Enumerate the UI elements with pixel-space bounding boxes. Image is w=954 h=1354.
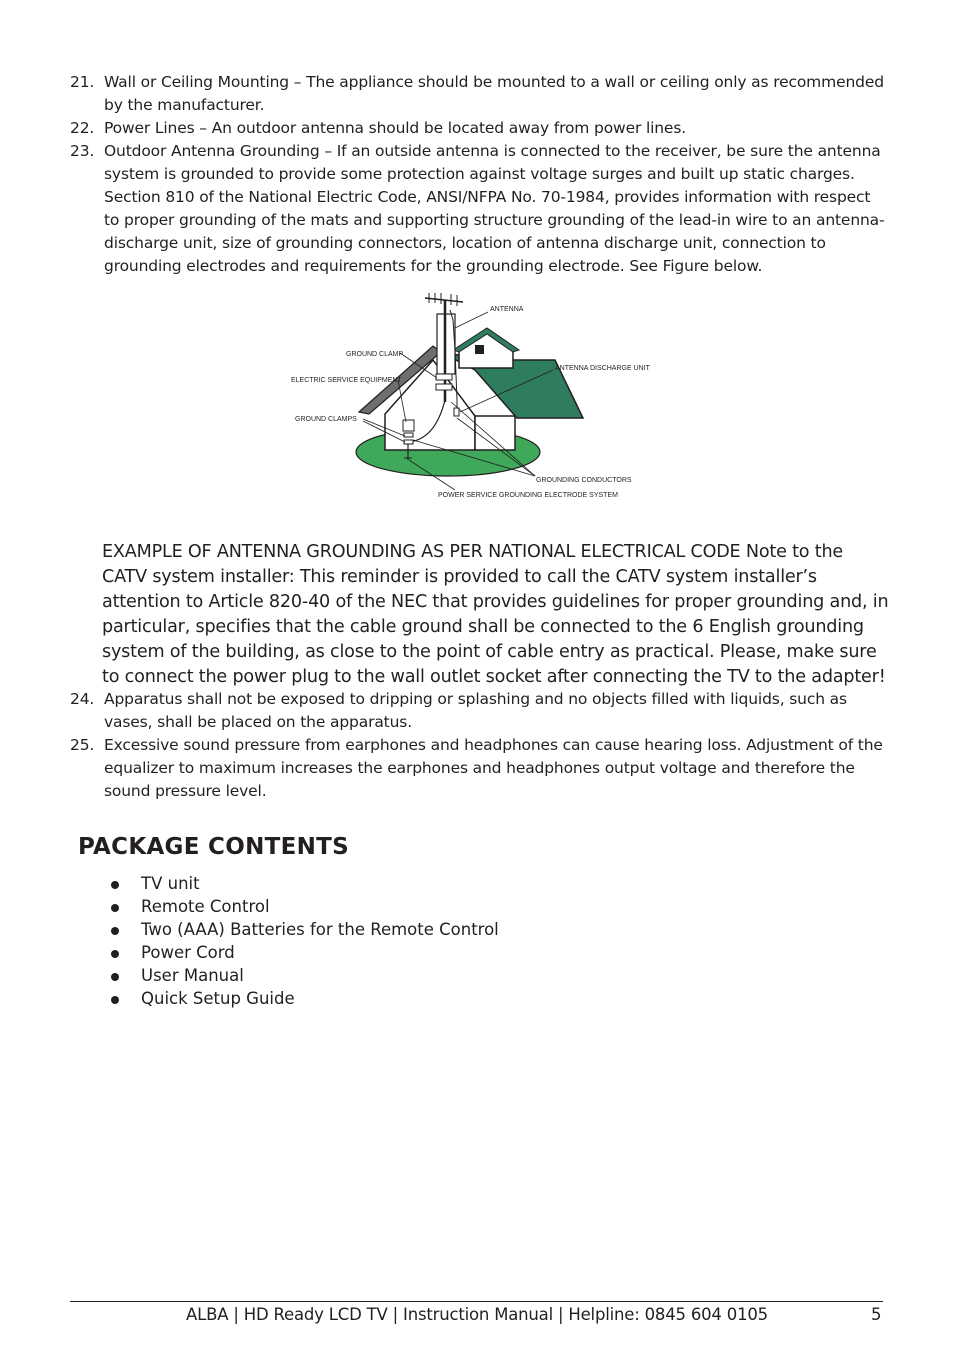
label-grounding-conductors: GROUNDING CONDUCTORS [536,477,632,484]
label-discharge-unit: ANTENNA DISCHARGE UNIT [555,365,650,372]
list-item [108,964,499,987]
safety-item-24 [70,688,890,734]
antenna-grounding-figure [285,290,665,505]
item-number: 25. [70,736,95,754]
item-text: Excessive sound pressure from earphones and headphones can cause hearing loss. Adjustment of the equalizer to maximum increases the earphones and headphones output voltage and therefore the sound pressure level. [104,736,883,800]
label-ground-clamps: GROUND CLAMPS [295,416,357,423]
dormer-window [475,345,484,354]
safety-item-23 [70,140,890,278]
label-electrode-system: POWER SERVICE GROUNDING ELECTRODE SYSTEM [438,492,618,499]
list-item-text: Remote Control [141,897,270,916]
bullet-icon [111,950,119,958]
safety-item-22 [70,117,890,140]
label-antenna: ANTENNA [490,306,524,313]
list-item [108,918,499,941]
item-text: Wall or Ceiling Mounting – The appliance should be mounted to a wall or ceiling only as recommended by the manufacturer. [104,73,884,114]
item-number: 22. [70,119,95,137]
list-item-text: Power Cord [141,943,235,962]
package-contents-list [108,872,499,1010]
bullet-icon [111,881,119,889]
list-item [108,895,499,918]
label-ground-clamp: GROUND CLAMP [346,351,404,358]
item-text: Power Lines – An outdoor antenna should be located away from power lines. [104,119,687,137]
electric-service-box [403,420,414,431]
dormer-shape [459,330,513,368]
bullet-icon [111,973,119,981]
item-number: 23. [70,142,95,160]
safety-item-25 [70,734,890,803]
label-electric-service: ELECTRIC SERVICE EQUIPMENT [291,377,402,384]
list-item-text: Two (AAA) Batteries for the Remote Control [141,920,499,939]
list-item-text: User Manual [141,966,244,985]
page-number: 5 [871,1305,882,1324]
list-item-text: TV unit [141,874,200,893]
item-text: Apparatus shall not be exposed to dripping or splashing and no objects filled with liquids, such as vases, shall be placed on the apparatus. [104,690,847,731]
list-item [108,941,499,964]
footer-divider [70,1301,883,1302]
item-number: 24. [70,690,95,708]
item-text: Outdoor Antenna Grounding – If an outside antenna is connected to the receiver, be sure the antenna system is grounded to provide some protection against voltage surges and built up static charges. Section 810 of the National Electric Code, ANSI/NFPA No. 70-1984, provides information with respect to proper grounding of the mats and supporting structure grounding of the lead-in wire to an antenna-discharge unit, size of grounding connectors, location of antenna discharge unit, connection to grounding electrodes and requirements for the grounding electrode. See Figure below. [104,142,885,275]
bullet-icon [111,996,119,1004]
bullet-icon [111,927,119,935]
list-item [108,872,499,895]
list-item [108,987,499,1010]
bullet-icon [111,904,119,912]
package-contents-heading: PACKAGE CONTENTS [78,834,350,860]
grounding-note: EXAMPLE OF ANTENNA GROUNDING AS PER NATIONAL ELECTRICAL CODE Note to the CATV system installer: This reminder is provided to call the CATV system installer’s attention to Article 820-40 of the NEC that provides guidelines for proper grounding and, in particular, specifies that the cable ground shall be connected to the 6 English grounding system of the building, as close to the point of cable entry as practical. Please, make sure to connect the power plug to the wall outlet socket after connecting the TV to the adapter! [102,542,889,687]
house-side-wall [475,416,515,450]
footer-text: ALBA | HD Ready LCD TV | Instruction Manual | Helpline: 0845 604 0105 [186,1305,768,1324]
item-number: 21. [70,73,95,91]
antenna-grounding-diagram [285,290,665,505]
discharge-unit [454,408,459,416]
list-item-text: Quick Setup Guide [141,989,295,1008]
safety-item-21 [70,71,890,117]
